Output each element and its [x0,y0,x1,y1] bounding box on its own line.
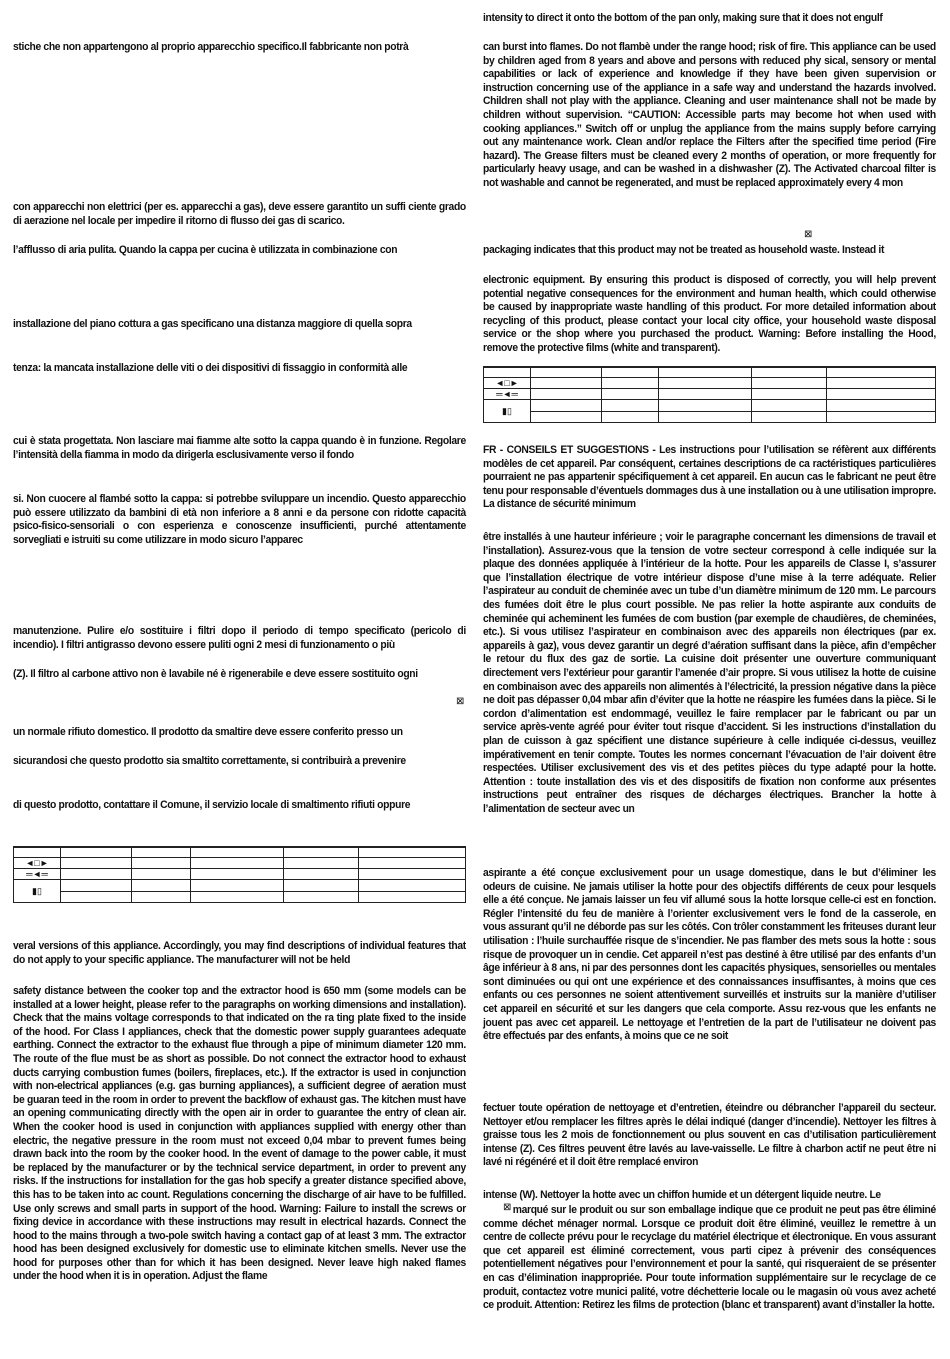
it-line-8: manutenzione. Pulire e/o sostituire i filtri dopo il periodo di tempo specificato (pericolo di incendio). I filtri antigrasso devono essere puliti ogni 2 mesi di funzionamento o più [13,625,466,651]
it-line-5: tenza: la mancata installazione delle viti o dei dispositivi di fissaggio in conformità alle [13,362,408,374]
fr-body-2: aspirante a été conçue exclusivement pour un usage domestique, dans le but d’éliminer les odeurs de cuisine. Ne jamais utiliser la hotte pour des objectifs différents de ceux pour lesquels elle a été conçue. Ne jamais laisser un feu vif allumé sous la hotte lorsque celle-ci est en fonction. Régler l’intensité du feu de manière à l’orienter exclusivement vers le fond de la casserole, en vous assurant qu’il ne déborde pas sur les côtés. Con trôler constamment les friteuses durant leur utilisation : l’huile surchauffée risque de s’incendier. Ne pas flamber des mets sous la hotte : sous risque de provoquer un in cendie. Cet appareil n’est pas destiné à être utilisé par des enfants d’un âge inférieur à 8 ans, ni par des personnes dont les capacités physiques, sensorielles ou mentales sont diminuées ou qui ont une expérience et des connaissances insuffisantes, à moins que ces enfants ou ces personnes ne soient attentivement surveillés et instruits sur la manière d’utiliser cet appareil en sécurité et sur les dangers que cela comporte. Assu rez-vous que les enfants ne jouent pas avec cet appareil. Le nettoyage et l’entretien de la part de l’utilisateur ne doivent pas être effectués par des enfants, à moins que ce ne soit [483,867,936,1043]
hood-icon: ▮▯ [14,880,61,903]
fr-body-4b: marqué sur le produit ou sur son emballage indique que ce produit ne peut pas être éliminé comme déchet ménager normal. Lorsque ce produit doit être éliminé, veuillez le remettre à un centre de collecte prévu pour le recyclage du matériel électrique et électronique. En vous assurant que cet appareil est éliminé correctement, vous parti cipez à prévenir des conséquences potentiellement négatives pour l’environnement et pour la santé, qui risqueraient de se présenter en cas d’élimination inappropriée. Pour toute information supplémentaire sur le recyclage de ce produit, contactez votre munici palité, votre déchetterie locale ou le magasin où vous avez acheté ce produit. Attention: Retirez les films de protection (blanc et transparent) avant d’installer la hotte. [483,1204,936,1312]
it-line-12: di questo prodotto, contattare il Comune, il servizio locale di smaltimento rifiuti oppure [13,799,411,811]
it-line-6: cui è stata progettata. Non lasciare mai fiamme alte sotto la cappa quando è in funzione. Regolare l’intensità della fiamma in modo da dirigerla esclusivamente verso il fondo [13,435,466,461]
it-line-11: sicurandosi che questo prodotto sia smaltito correttamente, si contribuirà a prevenire [13,755,406,767]
en-packaging-line: packaging indicates that this product may not be treated as household waste. Instead it [483,244,885,256]
it-line-4: installazione del piano cottura a gas specificano una distanza maggiore di quella sopra [13,318,412,330]
recycle-bin-icon-en: ⊠ [804,229,813,240]
fr-title: FR - CONSEILS ET SUGGESTIONS - Les instructions pour l’utilisation se réfèrent aux différents modèles de cet appareil. Par conséquent, certaines descriptions de ca ractéristiques particulières pourraient ne pas appartenir spécifiquement à cet appareil. En aucun cas le fabricant ne peut être tenu pour responsable d’éventuels dommages dus à une installation ou à une utilisation impropre. La distance de sécurité minimum [483,444,936,511]
en-waste: electronic equipment. By ensuring this product is disposed of correctly, you will help prevent potential negative consequences for the environment and human health, which could otherwise be caused by inappropriate waste handling of this product. For more detailed information about recycling of this product, please contact your local city office, your household waste disposal service or the shop where you purchased the product. Warning: Before installing the Hood, remove the protective films (white and transparent). [483,274,936,354]
right-column [483,0,936,1359]
hob-icon: ◄□► [484,378,531,389]
hob-icon: ◄□► [14,858,61,869]
recycle-bin-icon: ⊠ [456,696,465,707]
hood-icon: ▮▯ [484,400,531,423]
it-line-9: (Z). Il filtro al carbone attivo non è lavabile né è rigenerabile e deve essere sostituito ogni [13,668,418,680]
it-line-1: stiche che non appartengono al proprio apparecchio specifico.Il fabbricante non potrà [13,41,409,53]
it-line-2: con apparecchi non elettrici (per es. apparecchi a gas), deve essere garantito un suffi ciente grado di aerazione nel locale per impedire il ritorno di flusso dei gas di scarico. [13,201,466,227]
consumption-table-right [483,366,936,423]
left-column [13,0,466,1359]
fr-body-3: fectuer toute opération de nettoyage et d’entretien, éteindre ou débrancher l’appareil du secteur. Nettoyer et/ou remplacer les filtres après le délai indiqué (danger d’incendie). Nettoyer les filtres à graisse tous les 2 mois de fonctionnement ou plus souvent en cas d’utilisation particulièrement intense (Z). Ces filtres peuvent être lavés au lave-vaisselle. Le filtre à charbon actif ne peut être ni lavé ni régénéré et il doit être remplacé environ [483,1102,936,1169]
en-top-line: intensity to direct it onto the bottom of the pan only, making sure that it does not engulf [483,12,883,24]
en-intro: veral versions of this appliance. Accordingly, you may find descriptions of individual features that do not apply to your specific appliance. The manufacturer will not be held [13,940,466,966]
it-line-3: l’afflusso di aria pulita. Quando la cappa per cucina è utilizzata in combinazione con [13,244,398,256]
it-line-10: un normale rifiuto domestico. Il prodotto da smaltire deve essere conferito presso un [13,726,403,738]
consumption-table-left [13,846,466,903]
motor-icon: ═◄═ [14,869,61,880]
fr-body-4a: intense (W). Nettoyer la hotte avec un chiffon humide et un détergent liquide neutre. Le [483,1189,881,1201]
fr-body-1: être installés à une hauteur inférieure ; voir le paragraphe concernant les dimensions de travail et l’installation). Assurez-vous que la tension de votre secteur correspond à celle indiquée sur la plaque des données appliquée à l’intérieur de la hotte. Pour les appareils de Classe I, s’assurer que l’installation électrique de votre intérieur dispose d’une mise à la terre adéquate. Relier l’aspirateur au conduit de cheminée avec un tube d’un diamètre minimum de 120 mm. Le parcours des fumées doit être le plus court possible. Ne pas relier la hotte aspirante aux conduits de cheminée qui acheminent les fumées de com bustion (par exemple de chaudières, de cheminées, etc.). Si vous utilisez l’aspirateur en combinaison avec des appareils non électriques (par ex. appareils à gaz), vous devez garantir un degré d’aération suffisant dans la pièce, afin d’empêcher le retour du flux des gaz de sortie. La cuisine doit présenter une ouverture communiquant directement vers l’extérieur pour garantir l’amenée d’air propre. Si vous utilisez la hotte de cuisine en combinaison avec des appareils non alimentés à l’électricité, la pression négative dans la pièce ne doit pas dépasser 0,04 mbar afin d’éviter que la hotte ne réaspire les fumées dans la pièce. Si le cordon d’alimentation est endommagé, veuillez le faire remplacer par le fabricant ou par un service après-vente agréé pour éviter tout risque d’accident. Si les instructions d’installation du plan de cuisson à gaz spécifient une distance supérieure à celle indiquée ci-dessus, veuillez impérativement en tenir compte. Toutes les normes concernant l’évacuation de l’air doivent être respectées. Utiliser exclusivement des vis et des petites pièces du type adapté pour la hotte. Attention : toute installation des vis et des dispositifs de fixation non conforme aux présentes instructions peut entraîner des risques de décharges électriques. Brancher la hotte à l’alimentation de secteur avec un [483,531,936,815]
recycle-bin-icon-fr: ⊠ [503,1202,512,1213]
en-warnings: can burst into flames. Do not flambè under the range hood; risk of fire. This appliance can be used by children aged from 8 years and above and persons with reduced phy sical, sensory or mental capabilities or lack of experience and knowledge if they have been given supervision or instruction concerning use of the appliance in a safe way and understand the hazards involved. Children shall not play with the appliance. Cleaning and user maintenance shall not be made by children without supervision. “CAUTION: Accessible parts may become hot when used with cooking appliances.” Switch off or unplug the appliance from the mains supply before carrying out any maintenance work. Clean and/or replace the Filters after the specified time period (Fire hazard). The Grease filters must be cleaned every 2 months of operation, or more frequently for particularly heavy usage, and can be washed in a dishwasher (Z). The Activated charcoal filter is not washable and cannot be regenerated, and must be replaced approximately every 4 mon [483,41,936,189]
motor-icon: ═◄═ [484,389,531,400]
en-body: safety distance between the cooker top and the extractor hood is 650 mm (some models can be installed at a lower height, please refer to the paragraphs on working dimensions and installation). Check that the mains voltage corresponds to that indicated on the ra ting plate fixed to the inside of the hood. For Class I appliances, check that the domestic power supply guarantees adequate earthing. Connect the extractor to the exhaust flue through a pipe of minimum diameter 120 mm. The route of the flue must be as short as possible. Do not connect the extractor hood to exhaust ducts carrying combustion fumes (boilers, fireplaces, etc.). If the extractor is used in conjunction with non-electrical appliances (e.g. gas burning appliances), a sufficient degree of aeration must be guaran teed in the room in order to prevent the backflow of exhaust gas. The kitchen must have an opening communicating directly with the open air in order to guarantee the entry of clean air. When the cooker hood is used in conjunction with appliances supplied with energy other than electric, the negative pressure in the room must not exceed 0,04 mbar to prevent fumes being drawn back into the room by the cooker hood. In the event of damage to the power cable, it must be replaced by the manufacturer or by the technical service department, in order to prevent any risks. If the instructions for installation for the gas hob specify a greater distance specified above, this has to be taken into ac count. Regulations concerning the discharge of air have to be fulfilled. Use only screws and small parts in support of the hood. Warning: Failure to install the screws or fixing device in accordance with these instructions may result in electrical hazards. Connect the hood to the mains through a two-pole switch having a contact gap of at least 3 mm. The extractor hood has been designed exclusively for domestic use to eliminate kitchen smells. Never use the hood for purposes other than for which it has been designed. Never leave high naked flames under the hood when it is in operation. Adjust the flame [13,985,466,1283]
it-line-7: si. Non cuocere al flambé sotto la cappa: si potrebbe sviluppare un incendio. Questo apparecchio può essere utilizzato da bambini di età non inferiore a 8 anni e da persone con ridotte capacità psico-fisico-sensoriali o con esperienza e conoscenze insufficienti, purché attentamente sorvegliati e istruiti su come utilizzare in modo sicuro l’apparec [13,493,466,546]
